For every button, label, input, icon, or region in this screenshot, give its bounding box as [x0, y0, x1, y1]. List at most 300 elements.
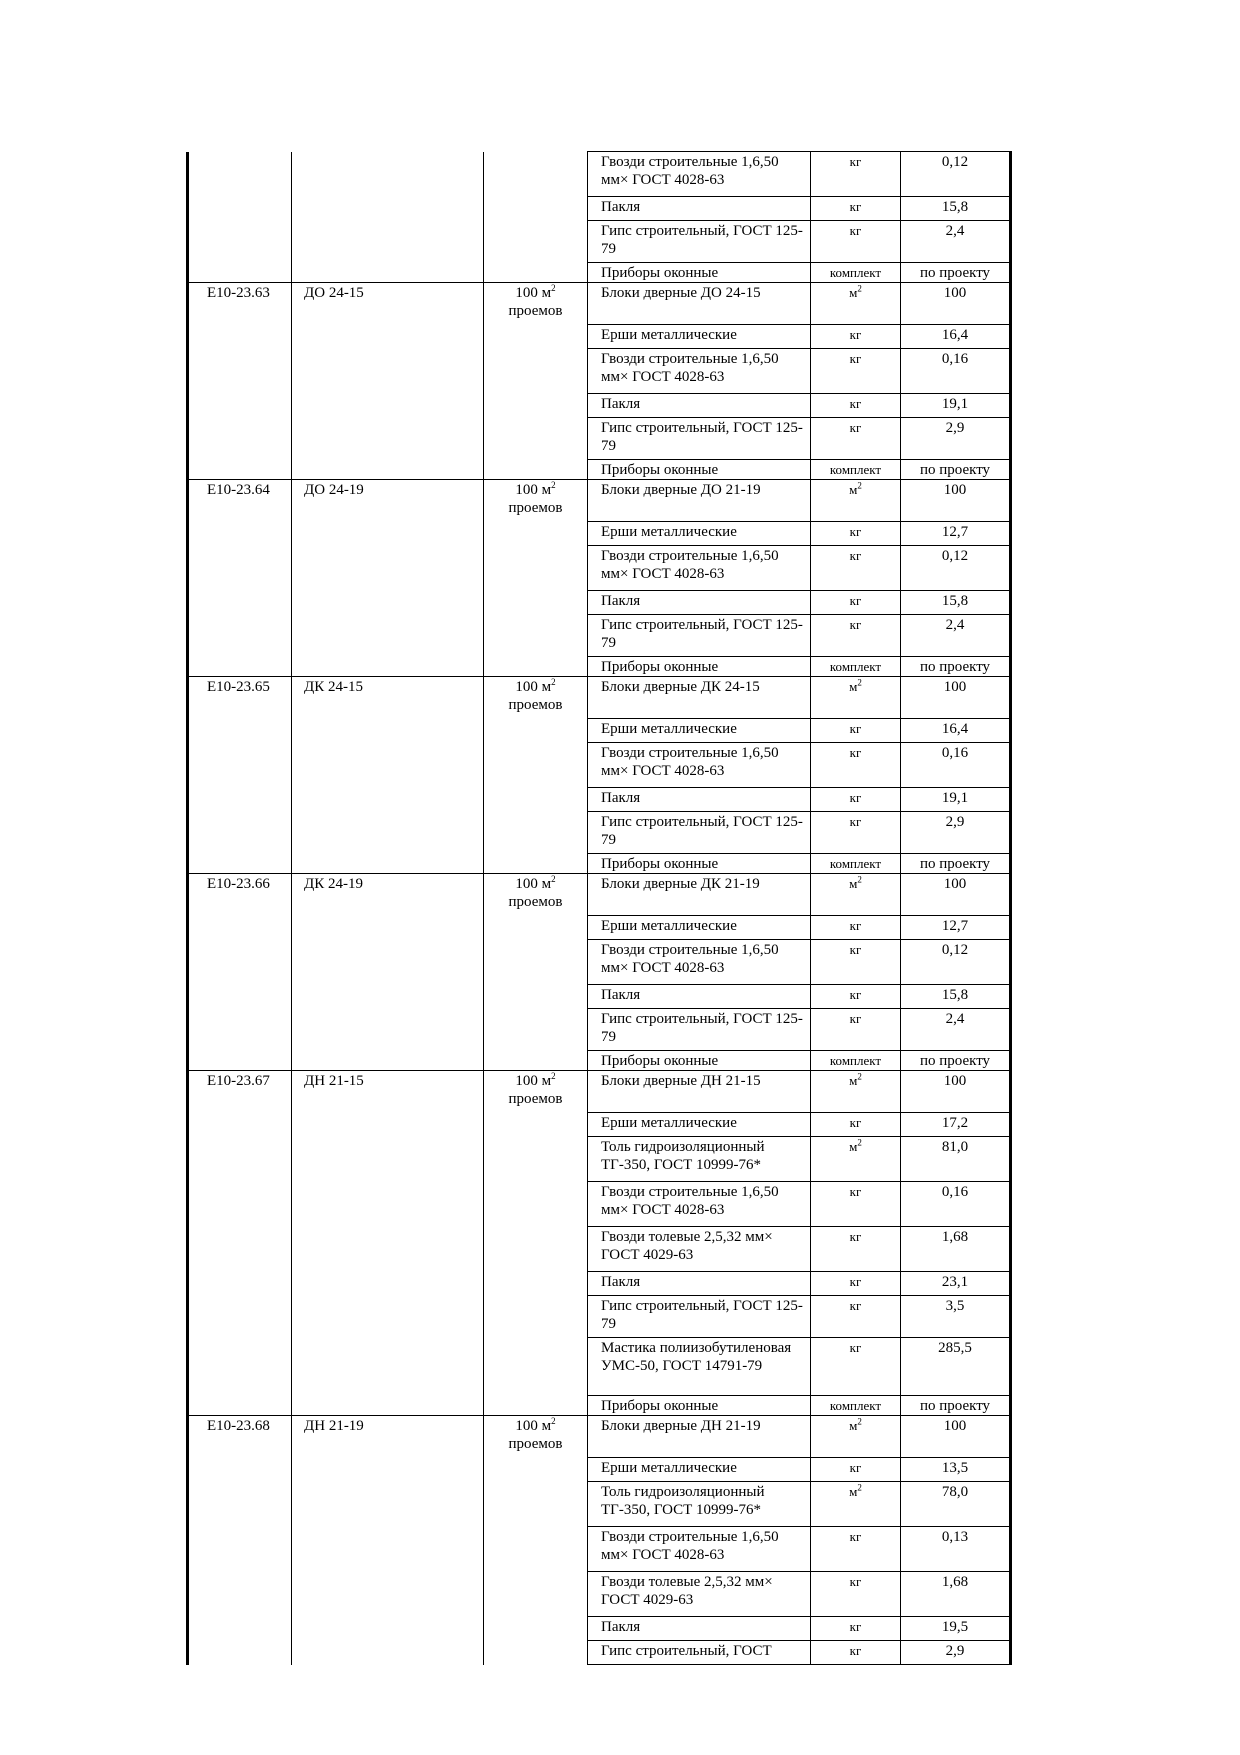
material-unit: кг — [849, 721, 862, 736]
material-name: Гипс строительный, ГОСТ 125-79 — [601, 1298, 803, 1332]
material-value: 19,1 — [941, 396, 969, 412]
material-unit: кг — [849, 1643, 862, 1658]
material-unit-cell — [811, 418, 901, 460]
unit-superscript: 2 — [857, 874, 862, 885]
material-unit: кг — [849, 327, 862, 342]
material-value: 16,4 — [941, 327, 969, 343]
material-name-cell — [588, 1396, 811, 1416]
material-unit-cell — [811, 1458, 901, 1482]
norm-code: Е10-23.63 — [207, 285, 270, 301]
material-name-cell — [588, 197, 811, 221]
material-name: Приборы оконные — [601, 462, 719, 478]
measure-note: проемов — [508, 303, 563, 319]
material-value-cell — [901, 916, 1011, 940]
material-name-cell — [588, 1458, 811, 1482]
material-unit-cell — [811, 940, 901, 985]
unit-superscript: 2 — [857, 1071, 862, 1082]
material-value: 1,68 — [941, 1229, 969, 1245]
material-unit: кг — [849, 524, 862, 539]
material-unit-cell — [811, 263, 901, 283]
material-name: Гвозди строительные 1,6,50 мм× ГОСТ 4028-63 — [601, 351, 779, 385]
material-unit: кг — [849, 1274, 862, 1289]
measure-superscript: 2 — [551, 480, 556, 490]
material-value-cell — [901, 985, 1011, 1009]
material-unit-cell — [811, 1071, 901, 1113]
material-name: Приборы оконные — [601, 1398, 719, 1414]
material-name: Гвозди строительные 1,6,50 мм× ГОСТ 4028-63 — [601, 1184, 779, 1218]
material-unit: кг — [849, 1529, 862, 1544]
material-name: Гвозди строительные 1,6,50 мм× ГОСТ 4028-63 — [601, 154, 779, 188]
material-name: Ерши металлические — [601, 918, 737, 934]
material-unit-cell — [811, 1272, 901, 1296]
material-unit: кг — [849, 814, 862, 829]
unit-superscript: 2 — [857, 283, 862, 294]
material-name: Гипс строительный, ГОСТ 125-79 — [601, 223, 803, 257]
material-value: 0,12 — [941, 154, 969, 170]
material-value-cell — [901, 1338, 1011, 1396]
material-value: 78,0 — [941, 1484, 969, 1500]
material-value-cell — [901, 615, 1011, 657]
material-value-cell — [901, 152, 1011, 197]
material-unit: кг — [849, 1011, 862, 1026]
material-name-cell — [588, 349, 811, 394]
material-value-cell — [901, 349, 1011, 394]
material-unit-cell — [811, 591, 901, 615]
material-value-cell — [901, 812, 1011, 854]
material-name: Приборы оконные — [601, 265, 719, 281]
material-name-cell — [588, 1051, 811, 1071]
material-unit-cell — [811, 1416, 901, 1458]
material-value-cell — [901, 591, 1011, 615]
material-name: Пакля — [601, 987, 641, 1003]
measure-superscript: 2 — [551, 677, 556, 687]
table-body — [188, 152, 1011, 1665]
material-name: Приборы оконные — [601, 1053, 719, 1069]
material-unit-cell — [811, 854, 901, 874]
material-value: 0,12 — [941, 548, 969, 564]
table-row — [188, 283, 1011, 325]
table-row — [188, 152, 1011, 197]
material-unit: кг — [849, 1115, 862, 1130]
measure-superscript: 2 — [551, 283, 556, 293]
material-value-cell — [901, 1051, 1011, 1071]
material-name: Пакля — [601, 1619, 641, 1635]
material-value-cell — [901, 788, 1011, 812]
material-name: Блоки дверные ДН 21-15 — [601, 1073, 761, 1089]
material-name-cell — [588, 546, 811, 591]
material-name-cell — [588, 394, 811, 418]
measure-superscript: 2 — [551, 1071, 556, 1081]
material-name: Пакля — [601, 199, 641, 215]
material-unit-cell — [811, 480, 901, 522]
material-value-cell — [901, 394, 1011, 418]
material-unit: комплект — [829, 265, 882, 280]
material-value-cell — [901, 480, 1011, 522]
material-value-cell — [901, 940, 1011, 985]
material-name: Гвозди толевые 2,5,32 мм× ГОСТ 4029-63 — [601, 1229, 773, 1263]
measure-cell — [484, 152, 588, 283]
material-value: 2,9 — [945, 814, 965, 830]
material-unit: комплект — [829, 462, 882, 477]
material-value-cell — [901, 546, 1011, 591]
material-unit-cell — [811, 522, 901, 546]
measure-cell — [484, 1071, 588, 1416]
material-name-cell — [588, 788, 811, 812]
material-unit-cell — [811, 743, 901, 788]
measure-superscript: 2 — [551, 874, 556, 884]
material-value: 19,5 — [941, 1619, 969, 1635]
material-unit: комплект — [829, 856, 882, 871]
material-unit-cell — [811, 1338, 901, 1396]
table-row — [188, 677, 1011, 719]
material-unit-cell — [811, 394, 901, 418]
material-unit-cell — [811, 677, 901, 719]
material-name-cell — [588, 812, 811, 854]
material-unit: кг — [849, 942, 862, 957]
material-name-cell — [588, 1137, 811, 1182]
material-unit: кг — [849, 1229, 862, 1244]
material-value: по проекту — [919, 462, 991, 478]
material-name-cell — [588, 657, 811, 677]
norm-code-cell — [188, 283, 292, 480]
material-unit: комплект — [829, 1053, 882, 1068]
material-value: 100 — [943, 1418, 967, 1434]
material-value: 2,9 — [945, 420, 965, 436]
material-unit-cell — [811, 1137, 901, 1182]
material-value: 17,2 — [941, 1115, 969, 1131]
measure-note: проемов — [508, 697, 563, 713]
material-value: по проекту — [919, 1398, 991, 1414]
table-row — [188, 480, 1011, 522]
measure-value: 100 м — [515, 1418, 552, 1434]
material-value: 2,4 — [945, 223, 965, 239]
material-name-cell — [588, 460, 811, 480]
material-value: 0,12 — [941, 942, 969, 958]
material-value: 2,4 — [945, 1011, 965, 1027]
material-unit: кг — [849, 1298, 862, 1313]
material-name-cell — [588, 480, 811, 522]
material-name-cell — [588, 591, 811, 615]
material-unit: комплект — [829, 659, 882, 674]
material-unit-cell — [811, 1527, 901, 1572]
material-name-cell — [588, 940, 811, 985]
material-unit-cell — [811, 152, 901, 197]
material-name-cell — [588, 1617, 811, 1641]
material-name-cell — [588, 1338, 811, 1396]
material-unit-cell — [811, 1482, 901, 1527]
material-name-cell — [588, 325, 811, 349]
material-value: 100 — [943, 1073, 967, 1089]
material-name: Блоки дверные ДО 21-19 — [601, 482, 761, 498]
material-value: 2,9 — [945, 1643, 965, 1659]
material-value: по проекту — [919, 1053, 991, 1069]
material-name-cell — [588, 283, 811, 325]
material-name: Гипс строительный, ГОСТ 125-79 — [601, 814, 803, 848]
measure-value: 100 м — [515, 679, 552, 695]
material-value-cell — [901, 719, 1011, 743]
material-unit: м — [849, 876, 858, 891]
material-unit-cell — [811, 985, 901, 1009]
measure-note: проемов — [508, 894, 563, 910]
material-name-cell — [588, 1227, 811, 1272]
material-name: Гипс строительный, ГОСТ 125-79 — [601, 420, 803, 454]
material-name: Ерши металлические — [601, 721, 737, 737]
material-value-cell — [901, 743, 1011, 788]
material-value-cell — [901, 874, 1011, 916]
material-name-cell — [588, 985, 811, 1009]
material-name: Гипс строительный, ГОСТ 125-79 — [601, 1011, 803, 1045]
material-unit-cell — [811, 1009, 901, 1051]
material-value-cell — [901, 1296, 1011, 1338]
material-value: 0,13 — [941, 1529, 969, 1545]
material-unit: кг — [849, 593, 862, 608]
material-name-cell — [588, 1296, 811, 1338]
block-type-cell — [292, 874, 484, 1071]
material-name: Ерши металлические — [601, 1115, 737, 1131]
material-unit-cell — [811, 460, 901, 480]
material-name: Блоки дверные ДК 24-15 — [601, 679, 760, 695]
material-name-cell — [588, 1009, 811, 1051]
material-name: Пакля — [601, 790, 641, 806]
material-unit-cell — [811, 1572, 901, 1617]
material-name-cell — [588, 854, 811, 874]
material-name: Ерши металлические — [601, 1460, 737, 1476]
measure-cell — [484, 874, 588, 1071]
material-value-cell — [901, 1641, 1011, 1665]
material-value-cell — [901, 325, 1011, 349]
material-name: Гвозди строительные 1,6,50 мм× ГОСТ 4028-63 — [601, 1529, 779, 1563]
material-unit: кг — [849, 918, 862, 933]
material-value-cell — [901, 1458, 1011, 1482]
material-unit: м — [849, 1484, 858, 1499]
material-value-cell — [901, 1416, 1011, 1458]
material-value-cell — [901, 197, 1011, 221]
measure-note: проемов — [508, 1091, 563, 1107]
material-value-cell — [901, 418, 1011, 460]
material-value-cell — [901, 221, 1011, 263]
material-value-cell — [901, 1009, 1011, 1051]
material-name: Блоки дверные ДК 21-19 — [601, 876, 760, 892]
material-value: 100 — [943, 679, 967, 695]
material-unit-cell — [811, 615, 901, 657]
material-unit: кг — [849, 745, 862, 760]
material-unit-cell — [811, 1396, 901, 1416]
material-unit-cell — [811, 916, 901, 940]
material-name-cell — [588, 874, 811, 916]
material-value-cell — [901, 1071, 1011, 1113]
block-type-cell — [292, 1071, 484, 1416]
measure-value: 100 м — [515, 482, 552, 498]
material-name-cell — [588, 152, 811, 197]
measure-value: 100 м — [515, 285, 552, 301]
material-value-cell — [901, 1572, 1011, 1617]
material-value-cell — [901, 1182, 1011, 1227]
material-value: 285,5 — [938, 1340, 972, 1356]
material-unit: кг — [849, 420, 862, 435]
block-type-cell — [292, 677, 484, 874]
material-value-cell — [901, 460, 1011, 480]
material-name: Гвозди строительные 1,6,50 мм× ГОСТ 4028-63 — [601, 745, 779, 779]
material-value: 15,8 — [941, 987, 969, 1003]
material-name-cell — [588, 1113, 811, 1137]
material-unit: кг — [849, 1340, 862, 1355]
material-unit: кг — [849, 1619, 862, 1634]
measure-cell — [484, 677, 588, 874]
unit-superscript: 2 — [857, 1482, 862, 1493]
table-row — [188, 1071, 1011, 1113]
material-name: Гвозди толевые 2,5,32 мм× ГОСТ 4029-63 — [601, 1574, 773, 1608]
materials-norms-table — [186, 151, 1012, 1665]
material-unit: кг — [849, 199, 862, 214]
unit-superscript: 2 — [857, 1137, 862, 1148]
material-value-cell — [901, 1137, 1011, 1182]
norm-code: Е10-23.68 — [207, 1418, 270, 1434]
material-unit: кг — [849, 790, 862, 805]
material-value: 1,68 — [941, 1574, 969, 1590]
material-value-cell — [901, 657, 1011, 677]
material-name-cell — [588, 1416, 811, 1458]
material-value: 16,4 — [941, 721, 969, 737]
material-value: 2,4 — [945, 617, 965, 633]
material-unit-cell — [811, 1113, 901, 1137]
material-unit-cell — [811, 325, 901, 349]
material-name-cell — [588, 1641, 811, 1665]
material-name-cell — [588, 522, 811, 546]
material-value-cell — [901, 677, 1011, 719]
block-type-cell — [292, 480, 484, 677]
material-unit-cell — [811, 812, 901, 854]
material-unit-cell — [811, 1051, 901, 1071]
material-name-cell — [588, 677, 811, 719]
unit-superscript: 2 — [857, 677, 862, 688]
material-value: 0,16 — [941, 351, 969, 367]
material-value: по проекту — [919, 659, 991, 675]
unit-superscript: 2 — [857, 480, 862, 491]
norm-code: Е10-23.65 — [207, 679, 270, 695]
material-unit: кг — [849, 1574, 862, 1589]
material-unit-cell — [811, 1296, 901, 1338]
material-name: Приборы оконные — [601, 856, 719, 872]
material-name-cell — [588, 263, 811, 283]
table-row — [188, 1416, 1011, 1458]
material-value-cell — [901, 1227, 1011, 1272]
material-value: 13,5 — [941, 1460, 969, 1476]
measure-cell — [484, 283, 588, 480]
material-name: Пакля — [601, 593, 641, 609]
material-unit-cell — [811, 719, 901, 743]
material-unit: кг — [849, 1184, 862, 1199]
material-name: Мастика полиизобутиленовая УМС-50, ГОСТ 14791-79 — [601, 1340, 792, 1374]
material-value-cell — [901, 1482, 1011, 1527]
material-unit-cell — [811, 546, 901, 591]
material-value: 81,0 — [941, 1139, 969, 1155]
material-unit: кг — [849, 351, 862, 366]
material-name: Приборы оконные — [601, 659, 719, 675]
material-unit-cell — [811, 874, 901, 916]
material-unit-cell — [811, 349, 901, 394]
block-type: ДН 21-15 — [304, 1073, 364, 1089]
material-name: Гвозди строительные 1,6,50 мм× ГОСТ 4028-63 — [601, 548, 779, 582]
material-value: 0,16 — [941, 1184, 969, 1200]
norm-code: Е10-23.64 — [207, 482, 270, 498]
norm-code-cell — [188, 874, 292, 1071]
material-unit-cell — [811, 788, 901, 812]
measure-cell — [484, 480, 588, 677]
material-unit: кг — [849, 223, 862, 238]
material-unit: кг — [849, 1460, 862, 1475]
material-name: Ерши металлические — [601, 327, 737, 343]
norm-code-cell — [188, 1416, 292, 1665]
material-value-cell — [901, 283, 1011, 325]
material-value: 0,16 — [941, 745, 969, 761]
material-unit-cell — [811, 1617, 901, 1641]
material-value: 12,7 — [941, 918, 969, 934]
block-type: ДН 21-19 — [304, 1418, 364, 1434]
block-type: ДО 24-19 — [304, 482, 364, 498]
material-name-cell — [588, 719, 811, 743]
material-name: Толь гидроизоляционный ТГ-350, ГОСТ 10999-76* — [601, 1139, 765, 1173]
material-unit-cell — [811, 283, 901, 325]
material-value: 15,8 — [941, 199, 969, 215]
material-unit-cell — [811, 657, 901, 677]
material-value-cell — [901, 854, 1011, 874]
material-name: Пакля — [601, 396, 641, 412]
type-cell — [292, 152, 484, 283]
material-value: 100 — [943, 482, 967, 498]
material-name-cell — [588, 1482, 811, 1527]
material-name: Ерши металлические — [601, 524, 737, 540]
block-type: ДК 24-19 — [304, 876, 363, 892]
material-unit-cell — [811, 1227, 901, 1272]
material-value: 100 — [943, 876, 967, 892]
material-value-cell — [901, 522, 1011, 546]
norm-code-cell — [188, 677, 292, 874]
measure-note: проемов — [508, 1436, 563, 1452]
material-unit: кг — [849, 396, 862, 411]
material-unit: м — [849, 679, 858, 694]
material-value-cell — [901, 1617, 1011, 1641]
material-value: по проекту — [919, 265, 991, 281]
material-unit: кг — [849, 617, 862, 632]
code-cell — [188, 152, 292, 283]
material-value: по проекту — [919, 856, 991, 872]
material-name: Пакля — [601, 1274, 641, 1290]
material-value: 100 — [943, 285, 967, 301]
material-value-cell — [901, 1396, 1011, 1416]
material-value: 12,7 — [941, 524, 969, 540]
material-name-cell — [588, 1572, 811, 1617]
material-unit: м — [849, 1139, 858, 1154]
material-unit: комплект — [829, 1398, 882, 1413]
material-unit-cell — [811, 221, 901, 263]
block-type-cell — [292, 1416, 484, 1665]
block-type-cell — [292, 283, 484, 480]
material-unit: кг — [849, 987, 862, 1002]
material-unit-cell — [811, 197, 901, 221]
material-name: Гвозди строительные 1,6,50 мм× ГОСТ 4028-63 — [601, 942, 779, 976]
measure-value: 100 м — [515, 876, 552, 892]
norm-code-cell — [188, 1071, 292, 1416]
measure-value: 100 м — [515, 1073, 552, 1089]
material-unit: кг — [849, 548, 862, 563]
material-name-cell — [588, 1071, 811, 1113]
material-name-cell — [588, 1527, 811, 1572]
material-name: Блоки дверные ДО 24-15 — [601, 285, 761, 301]
material-value: 19,1 — [941, 790, 969, 806]
norm-code: Е10-23.67 — [207, 1073, 270, 1089]
material-name-cell — [588, 916, 811, 940]
material-unit: кг — [849, 154, 862, 169]
